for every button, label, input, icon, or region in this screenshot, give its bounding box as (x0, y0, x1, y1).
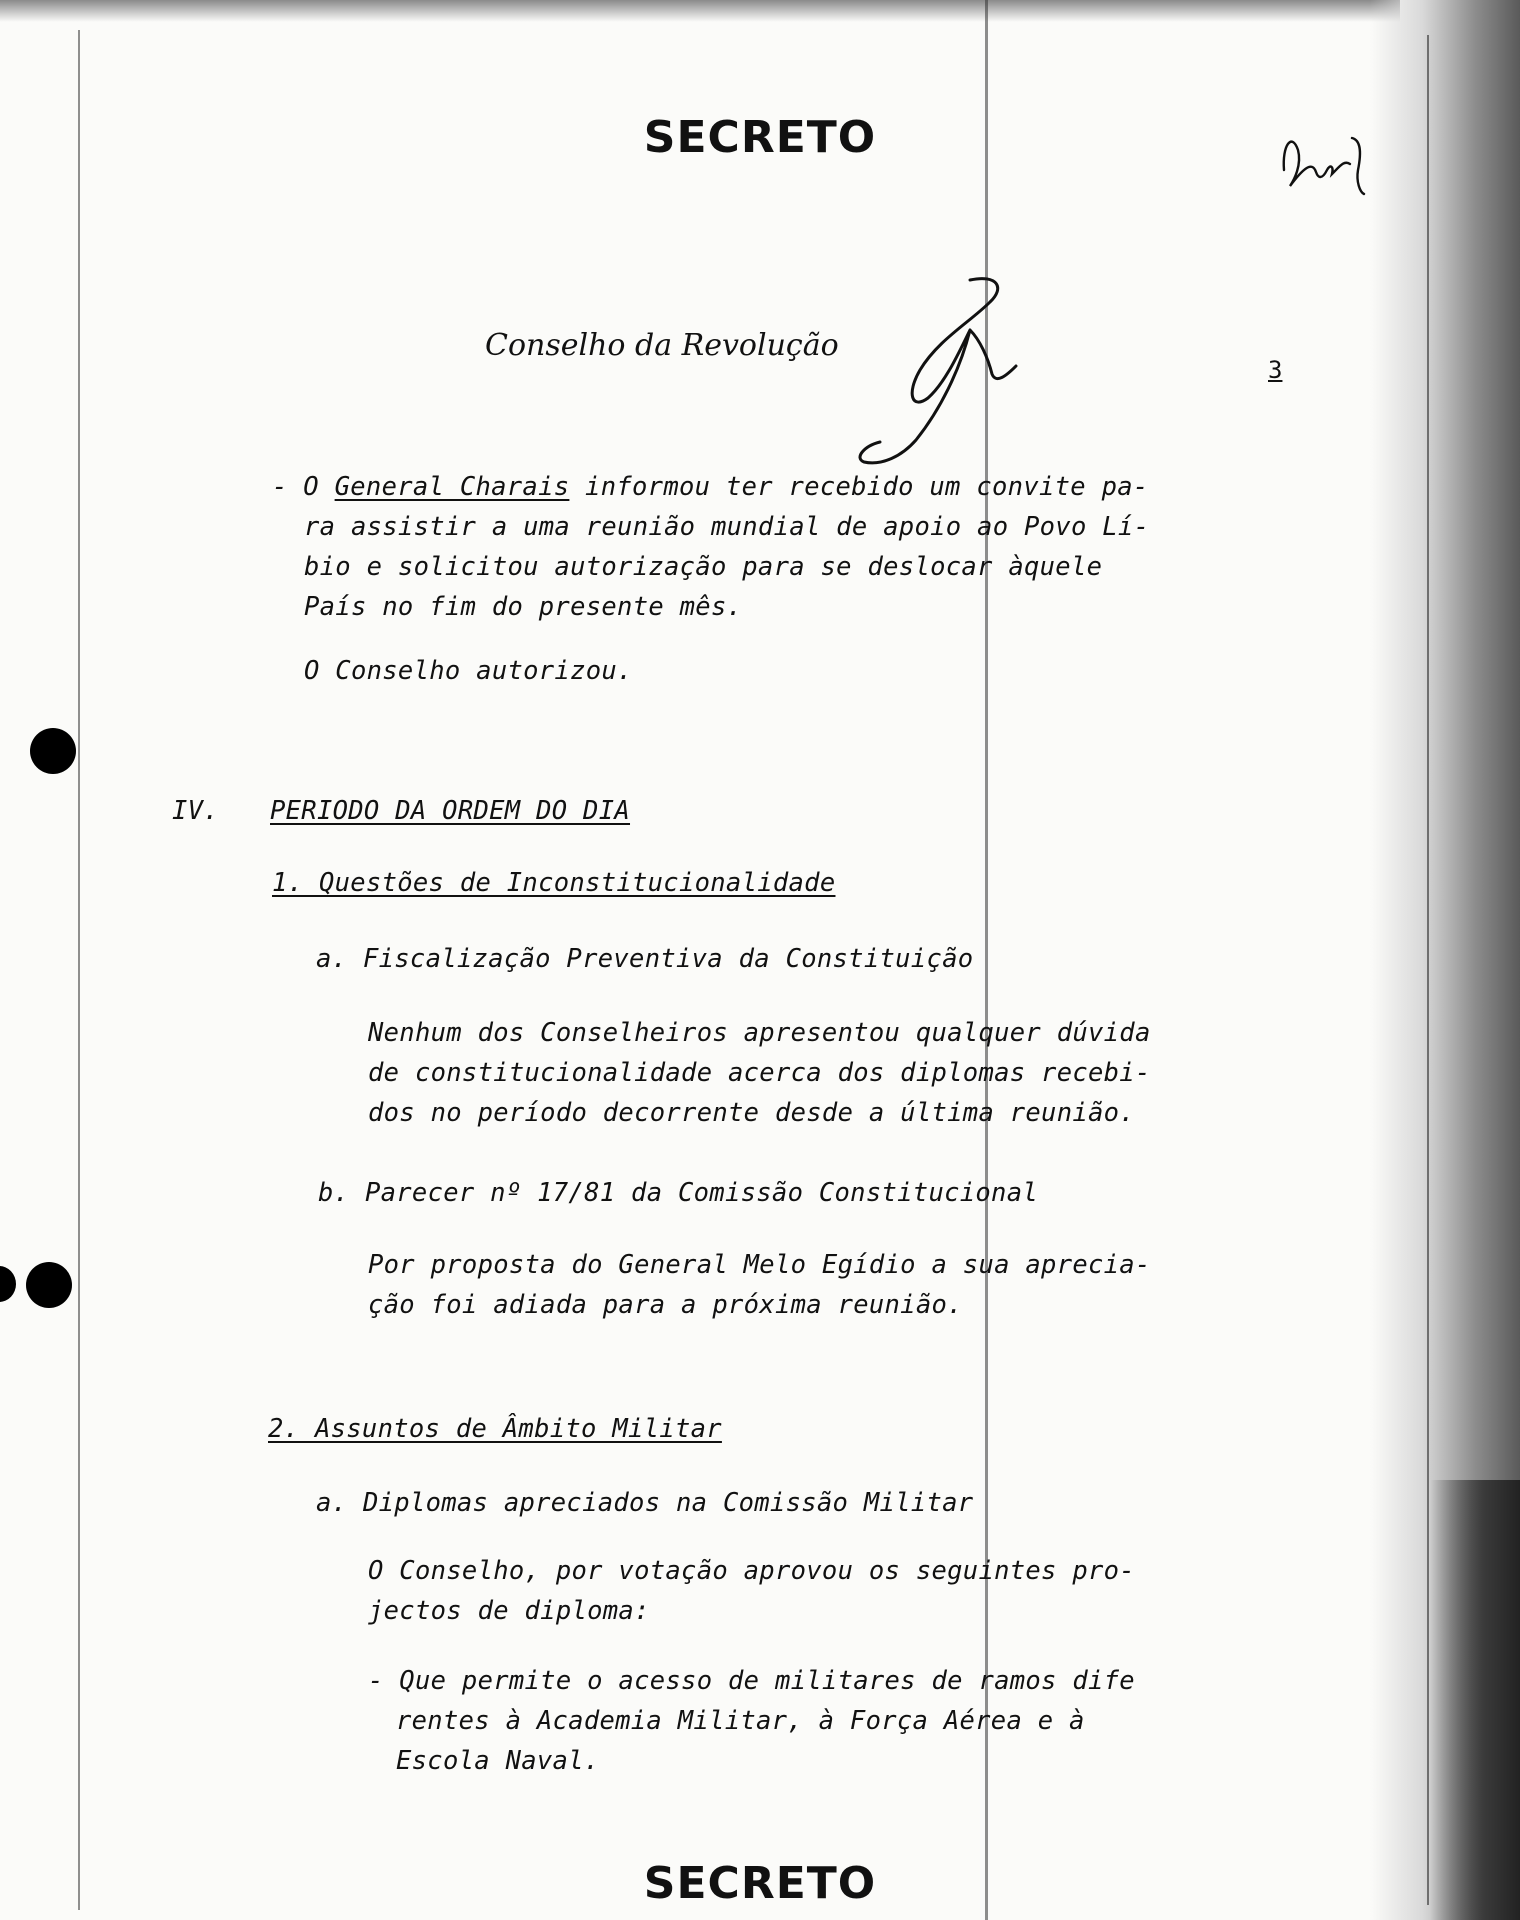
page-border-right (1427, 35, 1429, 1905)
item-1a-line-2: de constitucionalidade acerca dos diplomas recebi- (368, 1058, 1151, 1088)
punch-hole-lower-partial (0, 1266, 16, 1302)
page-number: 3 (1268, 356, 1283, 384)
charais-decision: O Conselho autorizou. (304, 656, 633, 686)
item-1a-title: a. Fiscalização Preventiva da Constituição (316, 944, 974, 974)
item-1b-title: b. Parecer nº 17/81 da Comissão Constitucional (318, 1178, 1039, 1208)
item-2a-line-1: O Conselho, por votação aprovou os seguintes pro- (368, 1556, 1135, 1586)
bullet-line-3: Escola Naval. (396, 1746, 600, 1776)
classification-header: SECRETO (643, 112, 877, 163)
item-1a-line-1: Nenhum dos Conselheiros apresentou qualquer dúvida (368, 1018, 1151, 1048)
page-border-left (78, 30, 80, 1910)
general-charais-name: General Charais (334, 472, 570, 502)
scan-edge-right-shadow (1430, 1480, 1520, 1920)
item-1b-line-1: Por proposta do General Melo Egídio a sua aprecia- (368, 1250, 1151, 1280)
punch-hole-upper (30, 728, 76, 774)
scan-edge-top (0, 0, 1400, 22)
bullet-line-1: - Que permite o acesso de militares de ramos dife (368, 1666, 1135, 1696)
item-2a-line-2: jectos de diploma: (368, 1596, 650, 1626)
handwritten-signature-graphic (820, 270, 1040, 470)
initials-signature-graphic (1272, 120, 1367, 210)
item-2-title: 2. Assuntos de Âmbito Militar (268, 1414, 722, 1444)
bullet-line-2: rentes à Academia Militar, à Força Aérea e à (396, 1706, 1085, 1736)
item-1a-line-3: dos no período decorrente desde a última reunião. (368, 1098, 1135, 1128)
classification-footer: SECRETO (643, 1858, 877, 1909)
letterhead-council: Conselho da Revolução (485, 328, 839, 363)
charais-line-2: ra assistir a uma reunião mundial de apoio ao Povo Lí- (304, 512, 1150, 542)
item-1-title: 1. Questões de Inconstitucionalidade (272, 868, 836, 898)
charais-line-3: bio e solicitou autorização para se deslocar àquele (304, 552, 1103, 582)
charais-line-1: - O General Charais informou ter recebido um convite pa- (272, 472, 1149, 502)
punch-hole-lower (26, 1262, 72, 1308)
section-iv-title: PERIODO DA ORDEM DO DIA (270, 796, 631, 826)
section-iv-number: IV. (172, 796, 219, 826)
item-2a-title: a. Diplomas apreciados na Comissão Militar (316, 1488, 974, 1518)
charais-line-4: País no fim do presente mês. (304, 592, 743, 622)
item-1b-line-2: ção foi adiada para a próxima reunião. (368, 1290, 963, 1320)
